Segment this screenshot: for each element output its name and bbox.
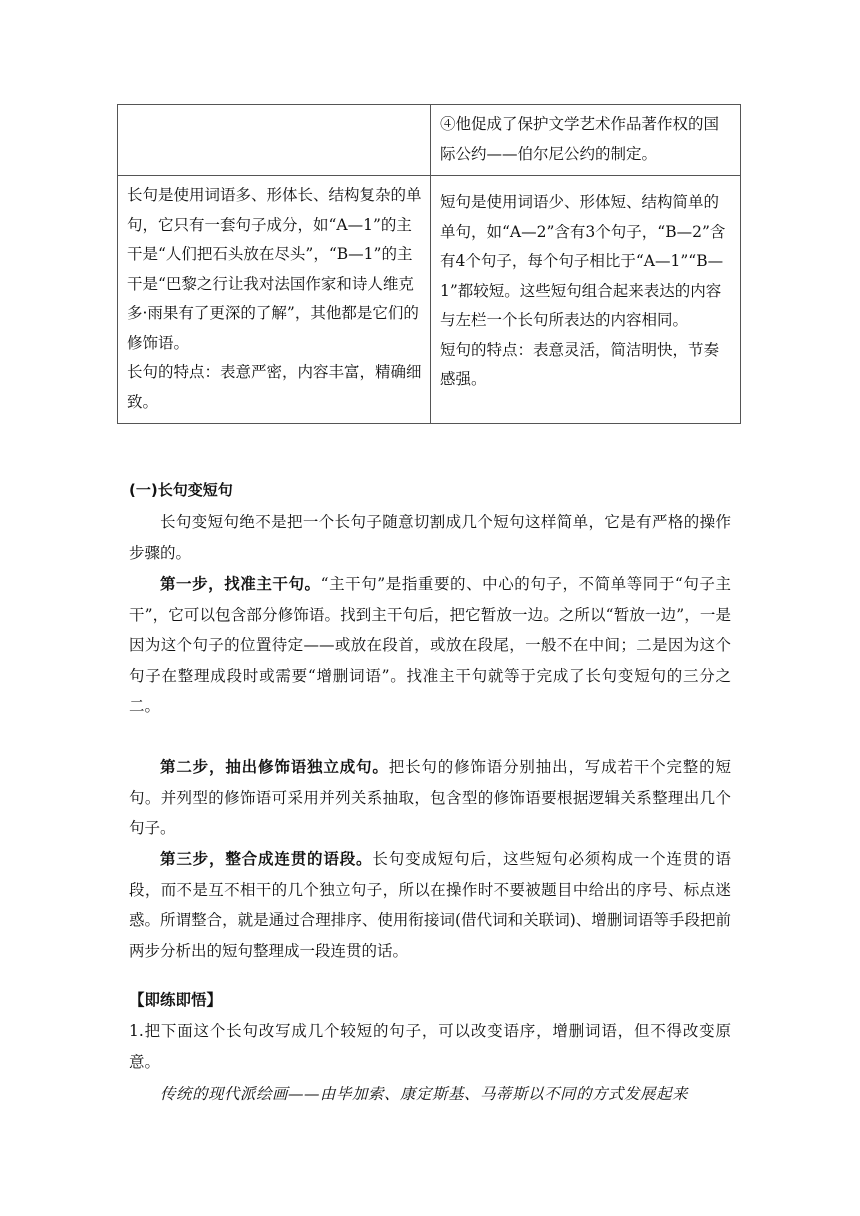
table-cell: [431, 105, 741, 176]
practice-heading: 【即练即悟】: [129, 990, 223, 1009]
step2-title: 第二步，抽出修饰语独立成句。: [160, 757, 389, 776]
practice-quote: 传统的现代派绘画——由毕加索、康定斯基、马蒂斯以不同的方式发展起来: [160, 1085, 689, 1103]
table-cell-empty: [118, 105, 431, 176]
comparison-table: [117, 104, 741, 424]
step3-body: 长句变成短句后，这些短句必须构成一个连贯的语段，而不是互不相干的几个独立句子，所以在操作时不要被题目中给出的序号、标点迷惑。所谓整合，就是通过合理排序、使用衔接词(借代词和关联词)、增删词语等手段把前两步分析出的短句整理成一段连贯的话。: [129, 850, 731, 960]
table-row: [118, 176, 741, 424]
step2-body: 把长句的修饰语分别抽出，写成若干个完整的短句。并列型的修饰语可采用并列关系抽取，包含型的修饰语要根据逻辑关系整理出几个句子。: [129, 758, 731, 837]
step1-body: “主干句”是指重要的、中心的句子，不简单等同于“句子主干”，它可以包含部分修饰语。找到主干句后，把它暂放一边。之所以“暂放一边”，一是因为这个句子的位置待定——或放在段首，或放在段尾，一般不在中间；二是因为这个句子在整理成段时或需要“增删词语”。找准主干句就等于完成了长句变短句的三分之二。: [129, 575, 731, 715]
step1-paragraph: [129, 569, 731, 722]
short-sentence-cell: [431, 176, 741, 424]
table-row: [118, 105, 741, 176]
intro-paragraph: 长句变短句绝不是把一个长句子随意切割成几个短句这样简单，它是有严格的操作步骤的。: [129, 513, 731, 562]
step2-paragraph: [129, 752, 731, 844]
practice-question: 1.把下面这个长句改写成几个较短的句子，可以改变语序，增删词语，但不得改变原意。: [129, 1022, 731, 1071]
step3-paragraph: [129, 844, 731, 966]
step1-title: 第一步，找准主干句。: [160, 574, 321, 593]
long-sentence-cell: [118, 176, 431, 424]
short-sentence-text: 短句是使用词语少、形体短、结构简单的单句，如“A—2”含有3个句子，“B—2”含有4个句子，每个句子相比于“A—1”“B—1”都较短。这些短句组合起来表达的内容与左栏一个长句所表达的内容相同。 短句的特点：表意灵活，简洁明快，节奏感强。: [440, 193, 726, 388]
step3-title: 第三步，整合成连贯的语段。: [160, 849, 373, 868]
long-sentence-text: 长句是使用词语多、形体长、结构复杂的单句，它只有一套句子成分，如“A—1”的主干是“人们把石头放在尽头”，“B—1”的主干是“巴黎之行让我对法国作家和诗人维克多·雨果有了更深的了解”，其他都是它们的修饰语。 长句的特点：表意严密，内容丰富，精确细致。: [127, 186, 422, 411]
section-title: (一)长句变短句: [129, 481, 233, 499]
cell-text: ④他促成了保护文学艺术作品著作权的国际公约——伯尔尼公约的制定。: [440, 115, 720, 163]
